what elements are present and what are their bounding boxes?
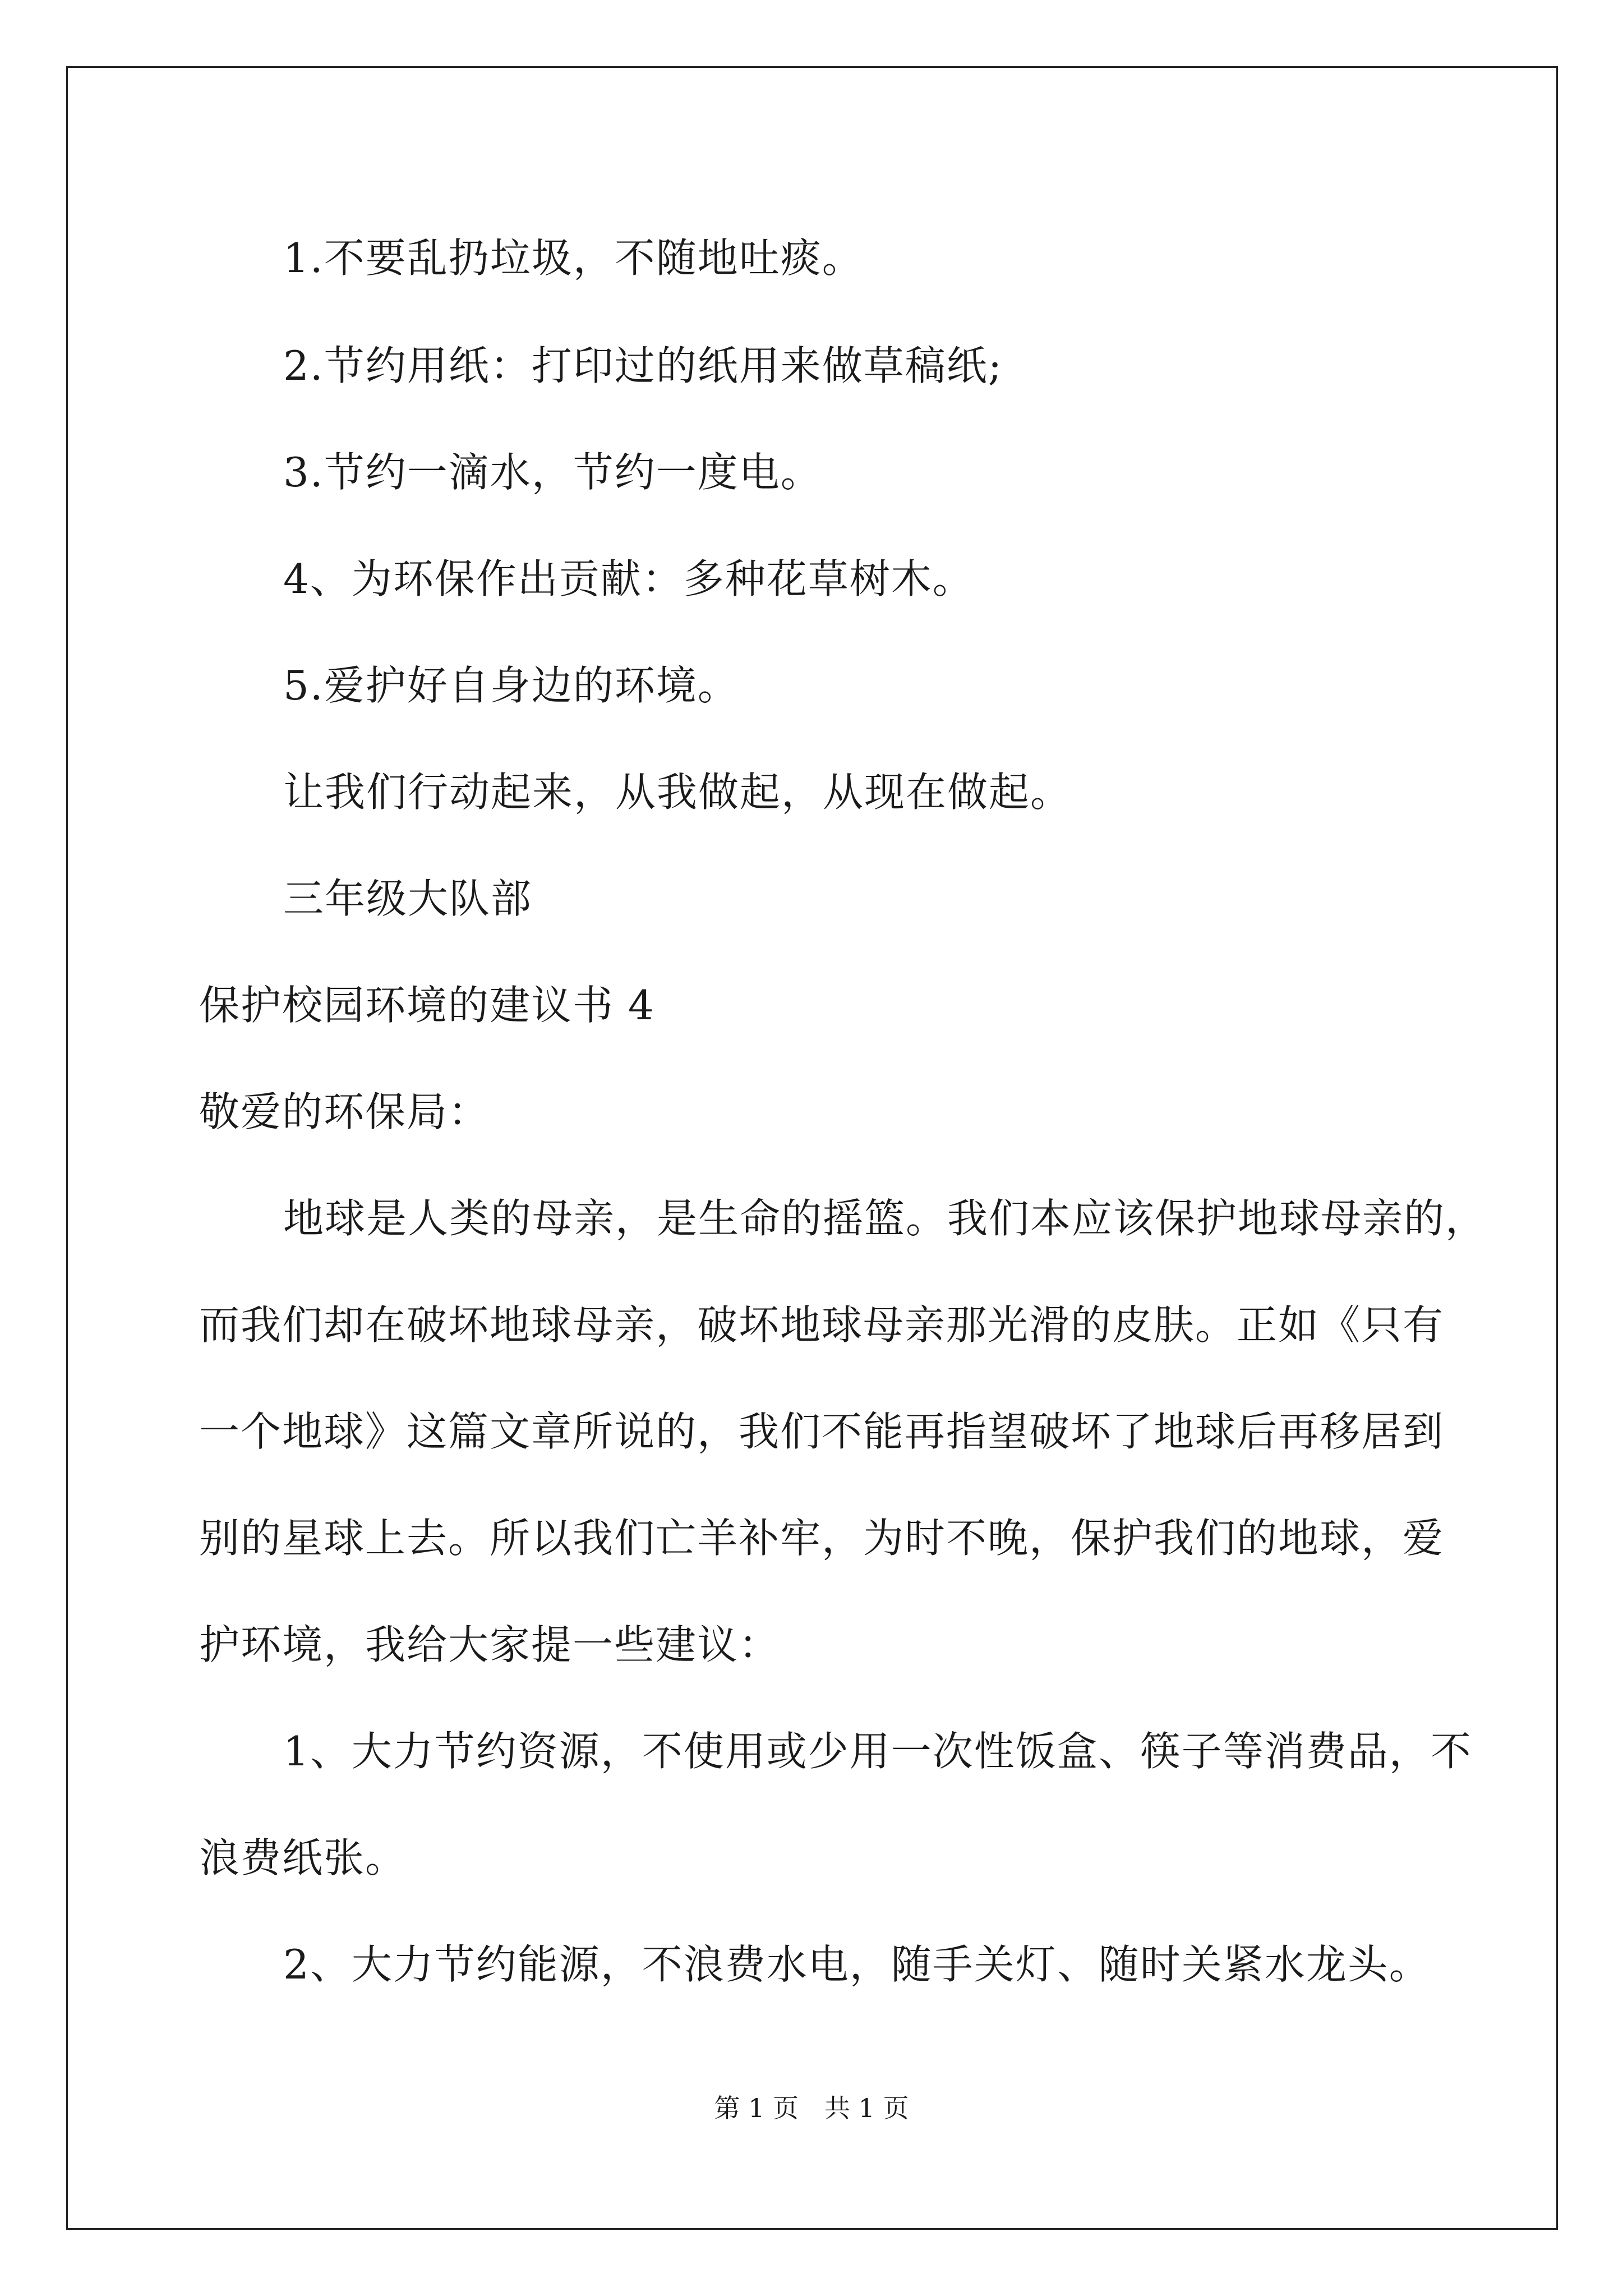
- list-item: 浪费纸张。: [199, 1834, 407, 1881]
- list-item: 1.不要乱扔垃圾，不随地吐痰。: [283, 234, 864, 282]
- salutation: 敬爱的环保局：: [199, 1088, 490, 1135]
- signature: 三年级大队部: [283, 875, 533, 922]
- page-number-footer: 第 1 页 共 1 页: [714, 2093, 909, 2123]
- list-item: 3.节约一滴水，节约一度电。: [283, 449, 822, 496]
- list-item: 2、大力节约能源，不浪费水电，随手关灯、随时关紧水龙头。: [283, 1941, 1431, 1988]
- paragraph: 一个地球》这篇文章所说的，我们不能再指望破坏了地球后再移居到: [199, 1408, 1445, 1455]
- list-item: 5.爱护好自身边的环境。: [283, 662, 739, 709]
- paragraph: 别的星球上去。所以我们亡羊补牢，为时不晚，保护我们的地球，爱: [199, 1515, 1445, 1562]
- section-title: 保护校园环境的建议书 4: [199, 982, 655, 1029]
- paragraph: 护环境，我给大家提一些建议：: [199, 1621, 781, 1668]
- list-item: 4、为环保作出贡献：多种花草树木。: [283, 555, 974, 602]
- paragraph: 地球是人类的母亲，是生命的摇篮。我们本应该保护地球母亲的，: [283, 1195, 1487, 1242]
- list-item: 2.节约用纸：打印过的纸用来做草稿纸;: [283, 342, 1003, 389]
- paragraph: 让我们行动起来，从我做起，从现在做起。: [283, 769, 1072, 816]
- list-item: 1、大力节约资源，不使用或少用一次性饭盒、筷子等消费品，不: [283, 1728, 1472, 1775]
- paragraph: 而我们却在破坏地球母亲，破坏地球母亲那光滑的皮肤。正如《只有: [199, 1301, 1445, 1349]
